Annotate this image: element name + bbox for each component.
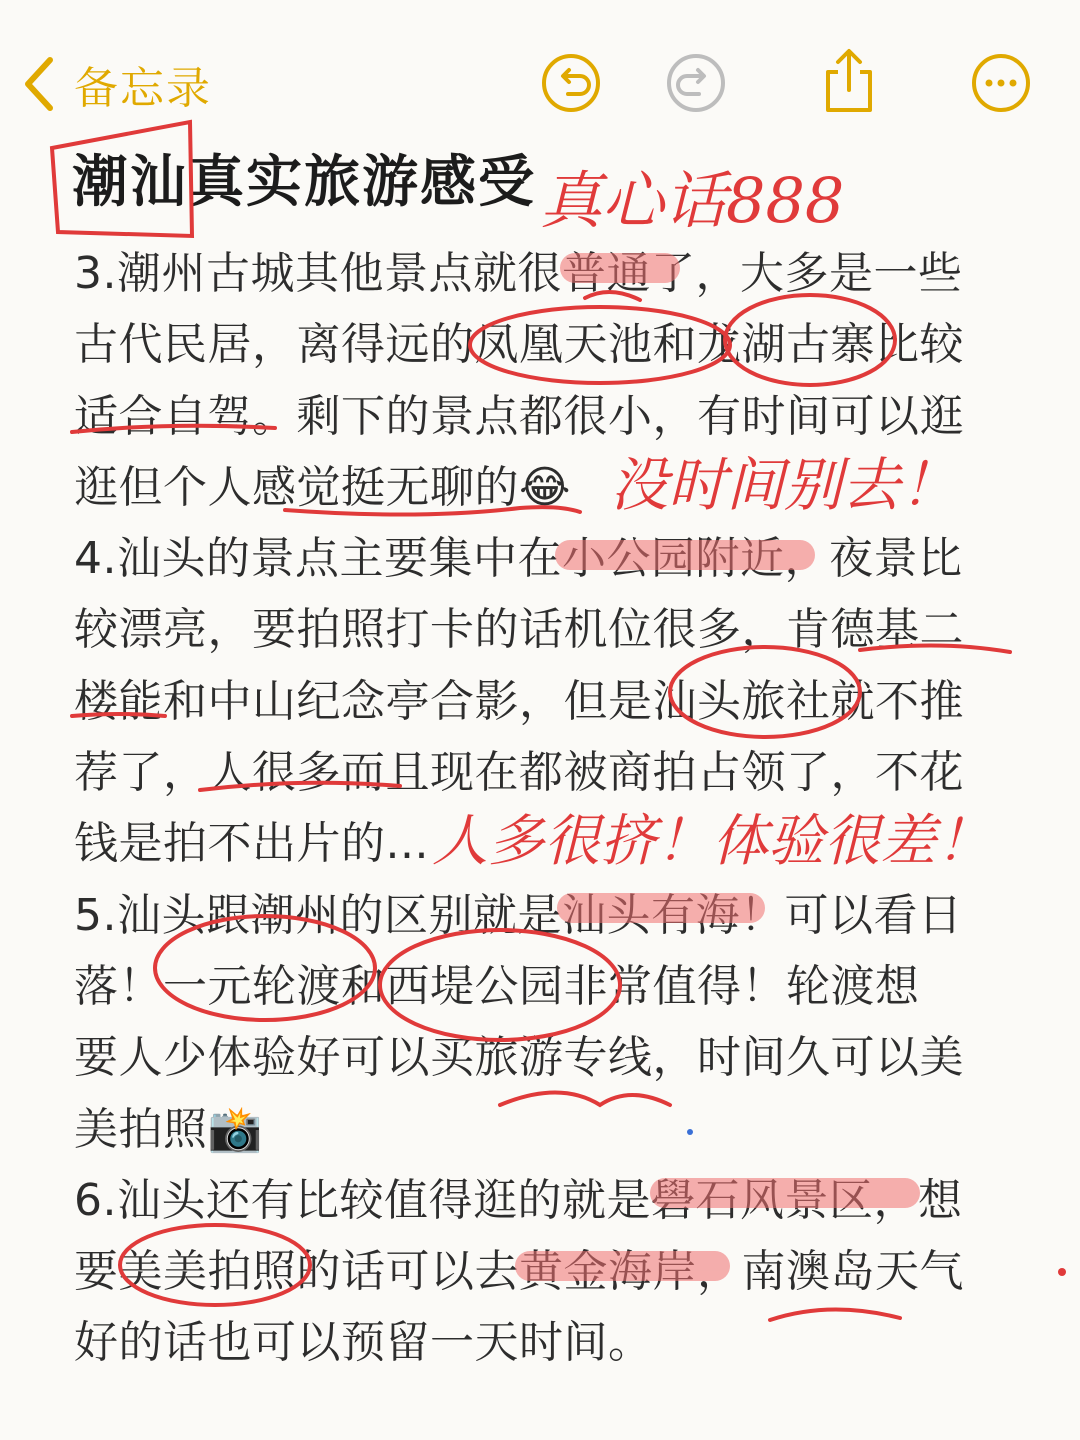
note-body[interactable] — [74, 238, 1014, 1379]
redo-icon — [665, 52, 727, 114]
note-line: 要人少体验好可以买旅游专线，时间久可以美 — [74, 1032, 964, 1084]
handwritten-note: 没时间别去！ — [610, 451, 959, 519]
share-icon — [818, 46, 880, 116]
back-button[interactable] — [22, 52, 212, 116]
back-label: 备忘录 — [74, 63, 212, 114]
share-button[interactable] — [818, 46, 880, 108]
more-icon — [970, 52, 1032, 114]
note-line: 落！一元轮渡和西堤公园非常值得！轮渡想 — [74, 960, 920, 1012]
undo-button[interactable] — [540, 52, 602, 114]
ink-dot — [1058, 1268, 1066, 1276]
note-line: 6.汕头还有比较值得逛的就是礐石风景区，想 — [74, 1174, 963, 1226]
redo-button[interactable] — [665, 52, 727, 114]
chevron-left-icon — [22, 56, 56, 112]
note-line: 楼能和中山纪念亭合影，但是汕头旅社就不推 — [74, 675, 964, 727]
note-line: 荐了，人很多而且现在都被商拍占领了，不花 — [74, 747, 964, 799]
note-line: 较漂亮，要拍照打卡的话机位很多，肯德基二 — [74, 604, 964, 656]
note-line: 要美美拍照的话可以去黄金海岸，南澳岛天气 — [74, 1246, 964, 1298]
note-line: 逛但个人感觉挺无聊的😂 — [74, 461, 571, 513]
note-title: 潮汕真实旅游感受 — [72, 150, 536, 215]
note-line: 美拍照📸 — [74, 1103, 263, 1155]
note-line: 钱是拍不出片的... — [74, 818, 429, 870]
note-line: 4.汕头的景点主要集中在小公园附近，夜景比 — [74, 533, 963, 585]
undo-icon — [540, 52, 602, 114]
handwritten-note: 人多很挤！体验很差！ — [432, 809, 992, 874]
nav-bar — [0, 0, 1080, 140]
note-line: 古代民居，离得远的凤凰天池和龙湖古寨比较 — [74, 319, 964, 371]
handwritten-note: 真心话888 — [540, 164, 845, 237]
note-line: 5.汕头跟潮州的区别就是汕头有海！可以看日 — [74, 889, 963, 941]
note-line: 3.潮州古城其他景点就很普通了，大多是一些 — [74, 248, 963, 299]
more-button[interactable] — [970, 52, 1032, 114]
note-line: 适合自驾。剩下的景点都很小，有时间可以逛 — [74, 390, 964, 442]
note-line: 好的话也可以预留一天时间。 — [74, 1317, 653, 1369]
